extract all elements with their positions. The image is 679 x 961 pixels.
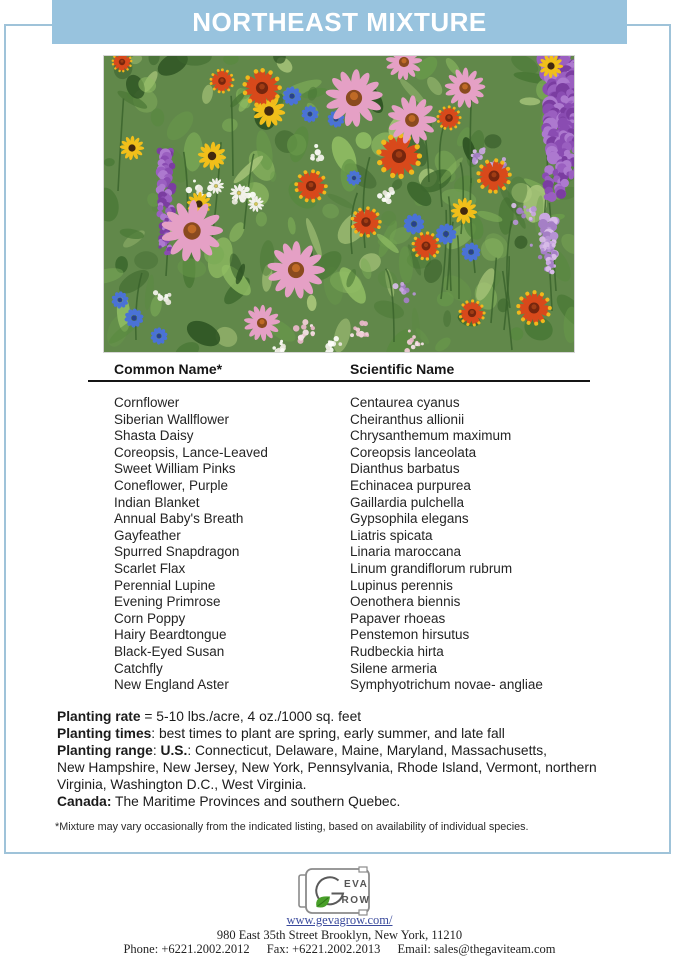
scientific-name-cell: Dianthus barbatus [350, 461, 460, 477]
common-name-cell: Coreopsis, Lance-Leaved [114, 444, 268, 460]
logo-text-row: ROW [341, 895, 371, 906]
scientific-name-cell: Gypsophila elegans [350, 511, 469, 527]
contact-line [0, 942, 679, 957]
planting-text: The Maritime Provinces and southern Quebec. [111, 793, 401, 809]
common-name-cell: Scarlet Flax [114, 560, 186, 576]
table-row [0, 461, 679, 478]
planting-text: = 5-10 lbs./acre, 4 oz./1000 sq. feet [140, 709, 362, 724]
common-name-cell: Corn Poppy [114, 610, 186, 626]
planting-line [57, 794, 672, 811]
planting-line [57, 777, 672, 794]
table-row [0, 511, 679, 528]
common-name-cell: Black-Eyed Susan [114, 643, 225, 659]
table-row [0, 661, 679, 678]
logo-top-notch [359, 867, 367, 872]
table-row [0, 412, 679, 429]
common-name-cell: Siberian Wallflower [114, 411, 230, 427]
planting-text: : best times to plant are spring, early summer, and late fall [151, 725, 505, 741]
website-link[interactable]: www.gevagrow.com/ [286, 913, 393, 927]
table-row [0, 644, 679, 661]
scientific-name-cell: Liatris spicata [350, 527, 433, 543]
fax-text: Fax: +6221.2002.2013 [266, 942, 381, 956]
scientific-name-cell: Chrysanthemum maximum [350, 428, 512, 444]
scientific-name-cell: Coreopsis lanceolata [350, 444, 477, 460]
table-header [0, 361, 679, 379]
common-name-cell: Annual Baby's Breath [114, 511, 244, 527]
table-row [0, 544, 679, 561]
common-name-cell: Gayfeather [114, 527, 181, 543]
column-header-scientific-name: Scientific Name [350, 361, 455, 377]
scientific-name-cell: Cheiranthus allionii [350, 411, 465, 427]
planting-line [57, 760, 672, 777]
planting-text: : [152, 742, 161, 758]
scientific-name-cell: Papaver rhoeas [350, 610, 446, 626]
planting-label: Planting rate [57, 709, 141, 724]
planting-line [57, 709, 672, 726]
species-rows [0, 395, 679, 694]
planting-text: Virginia, Washington D.C., West Virginia. [57, 776, 307, 792]
table-row [0, 578, 679, 595]
common-name-cell: Coneflower, Purple [114, 477, 229, 493]
scientific-name-cell: Centaurea cyanus [350, 395, 460, 410]
scientific-name-cell: Oenothera biennis [350, 594, 461, 610]
table-row [0, 677, 679, 694]
scientific-name-cell: Lupinus perennis [350, 577, 453, 593]
email-text: Email: sales@thegaviteam.com [397, 942, 556, 956]
common-name-cell: Indian Blanket [114, 494, 200, 510]
table-row [0, 561, 679, 578]
table-row [0, 611, 679, 628]
planting-line [57, 726, 672, 743]
scientific-name-cell: Penstemon hirsutus [350, 627, 470, 643]
table-row [0, 528, 679, 545]
table-row [0, 428, 679, 445]
page-title: NORTHEAST MIXTURE [192, 6, 487, 37]
address-line: 980 East 35th Street Brooklyn, New York, 11210 [216, 927, 463, 942]
table-row [0, 445, 679, 462]
planting-line [57, 743, 672, 760]
planting-label: Canada: [57, 793, 112, 809]
wildflower-photo [104, 56, 574, 352]
mixture-disclaimer: *Mixture may vary occasionally from the indicated listing, based on availability of individual species. [55, 821, 529, 833]
logo-text-eva: EVA [344, 879, 369, 890]
table-row [0, 478, 679, 495]
column-header-common-name: Common Name* [114, 361, 223, 377]
planting-text: New Hampshire, New Jersey, New York, Pennsylvania, Rhode Island, Vermont, northern [57, 759, 597, 775]
common-name-cell: Cornflower [114, 395, 180, 410]
common-name-cell: Sweet William Pinks [114, 461, 236, 477]
common-name-cell: Perennial Lupine [114, 577, 216, 593]
planting-label: Planting times [57, 725, 152, 741]
scientific-name-cell: Linum grandiflorum rubrum [350, 560, 513, 576]
planting-info [57, 709, 672, 810]
scientific-name-cell: Linaria maroccana [350, 544, 462, 560]
planting-text: : Connecticut, Delaware, Maine, Maryland, Massachusetts, [187, 742, 547, 758]
planting-label: Planting range [57, 742, 153, 758]
common-name-cell: Shasta Daisy [114, 428, 194, 444]
scientific-name-cell: Silene armeria [350, 660, 438, 676]
title-banner [52, 0, 627, 44]
scientific-name-cell: Rudbeckia hirta [350, 643, 444, 659]
planting-label: U.S. [160, 742, 188, 758]
phone-text: Phone: +6221.2002.2012 [123, 942, 250, 956]
table-header-rule [88, 380, 590, 382]
footer [0, 913, 679, 957]
common-name-cell: New England Aster [114, 677, 229, 693]
scientific-name-cell: Symphyotrichum novae- angliae [350, 677, 543, 693]
common-name-cell: Spurred Snapdragon [114, 544, 240, 560]
gevagrow-logo [297, 866, 379, 916]
scientific-name-cell: Echinacea purpurea [350, 477, 471, 493]
common-name-cell: Hairy Beardtongue [114, 627, 227, 643]
scientific-name-cell: Gaillardia pulchella [350, 494, 465, 510]
table-row [0, 395, 679, 412]
table-row [0, 627, 679, 644]
table-row [0, 495, 679, 512]
table-row [0, 594, 679, 611]
common-name-cell: Evening Primrose [114, 594, 221, 610]
common-name-cell: Catchfly [114, 660, 163, 676]
